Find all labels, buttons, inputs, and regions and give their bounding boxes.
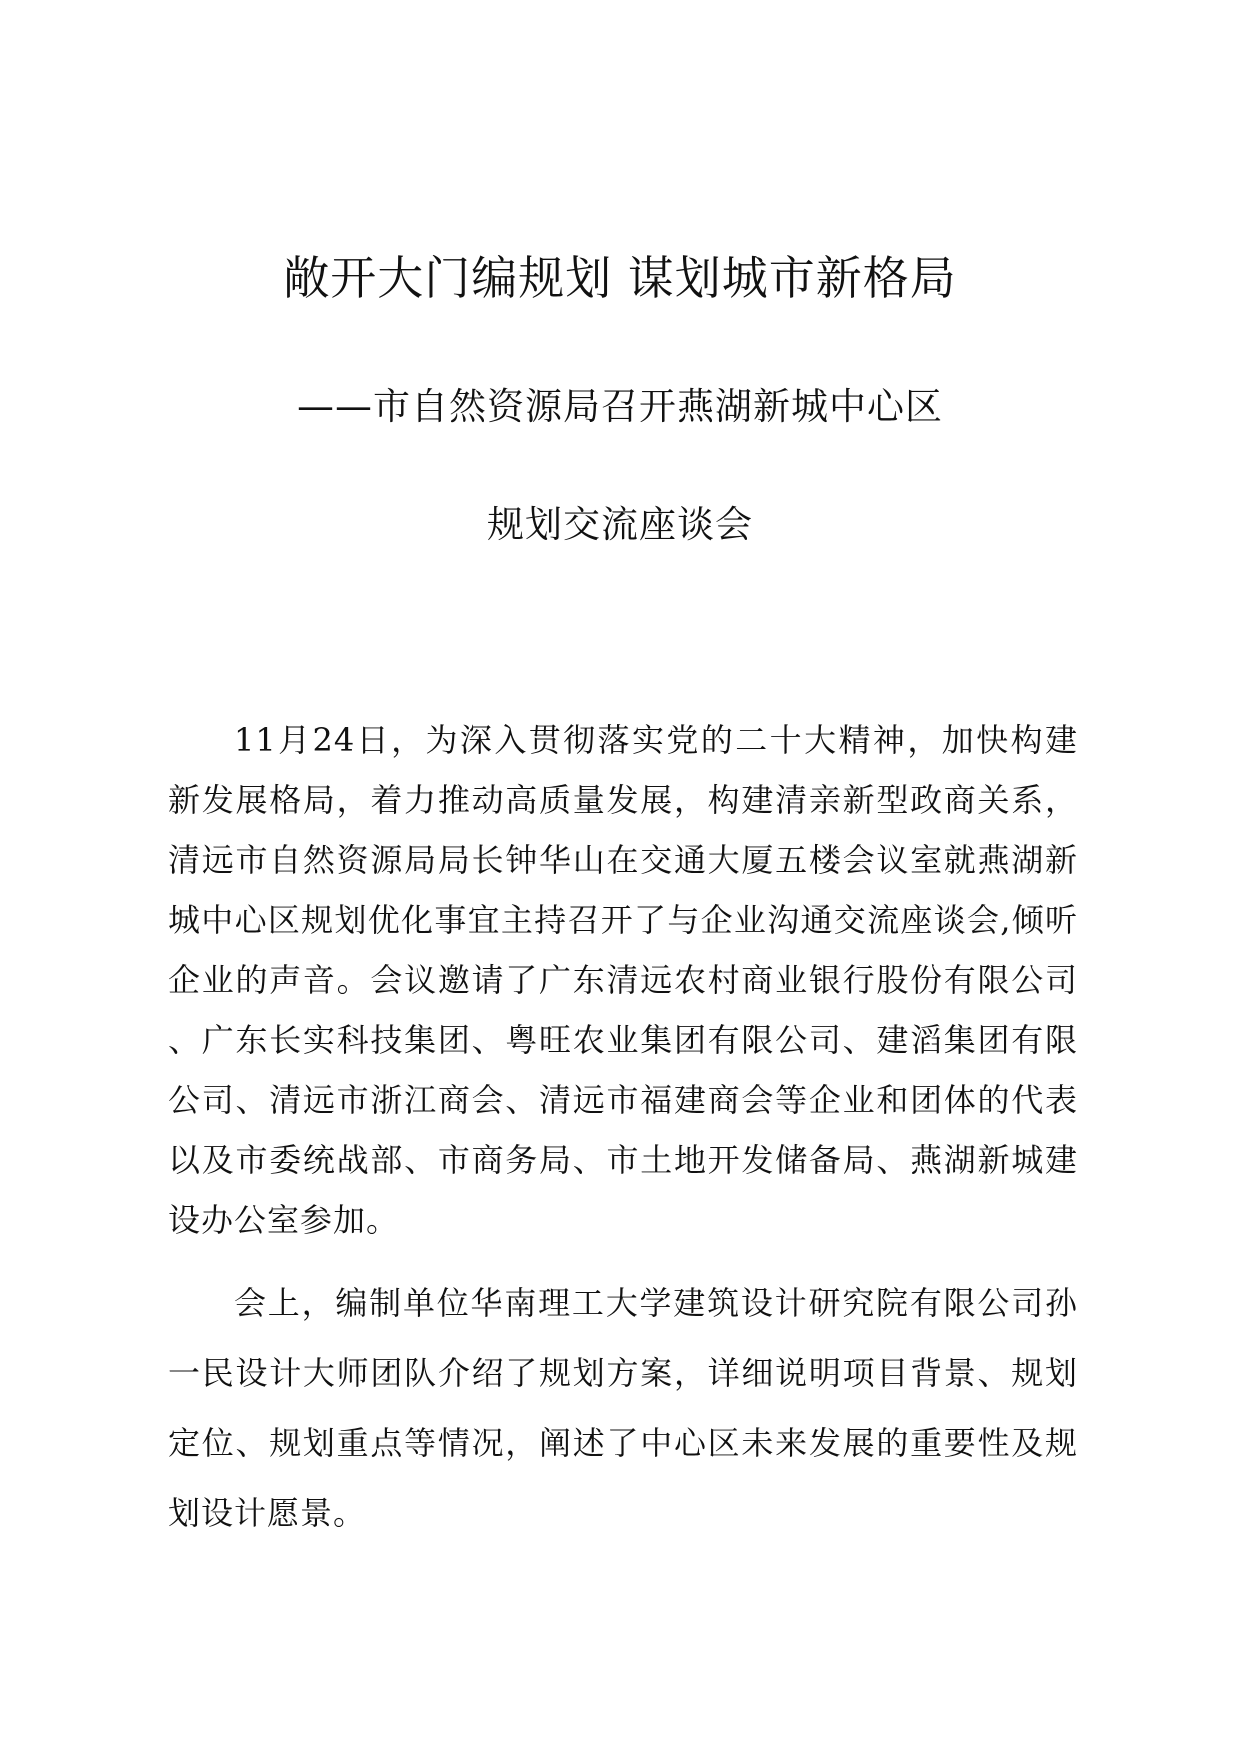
document-title: 敞开大门编规划 谋划城市新格局 — [283, 251, 957, 305]
document-subtitle-line1: ——市自然资源局召开燕湖新城中心区 — [297, 385, 943, 428]
body-paragraph-1: 11月24日，为深入贯彻落实党的二十大精神，加快构建新发展格局，着力推动高质量发展，构建清亲新型政商关系，清远市自然资源局局长钟华山在交通大厦五楼会议室就燕湖新城中心区规划优化事宜主持召开了与企业沟通交流座谈会,倾听企业的声音。会议邀请了广东清远农村商业银行股份有限公司、广东长实科技集团、粤旺农业集团有限公司、建滔集团有限公司、清远市浙江商会、清远市福建商会等企业和团体的代表以及市委统战部、市商务局、市土地开发储备局、燕湖新城建设办公室参加。 — [168, 721, 1078, 1239]
document-subtitle-line2: 规划交流座谈会 — [487, 503, 753, 546]
body-paragraph-2: 会上，编制单位华南理工大学建筑设计研究院有限公司孙一民设计大师团队介绍了规划方案，详细说明项目背景、规划定位、规划重点等情况，阐述了中心区未来发展的重要性及规划设计愿景。 — [168, 1284, 1078, 1532]
